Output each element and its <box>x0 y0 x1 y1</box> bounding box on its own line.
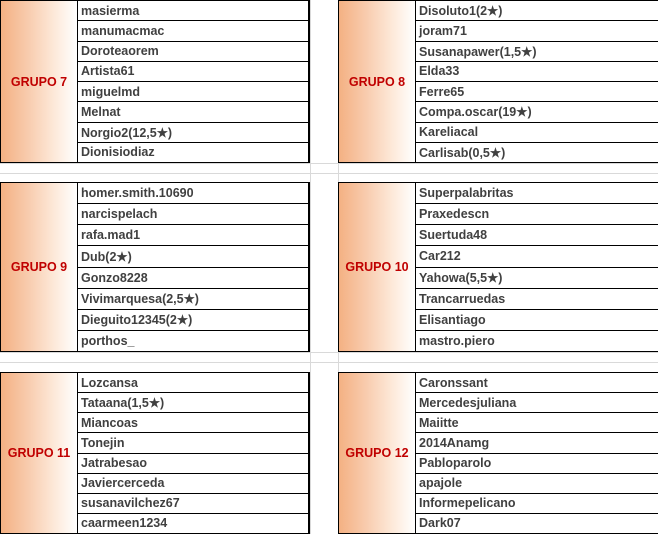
member-cell[interactable]: Javiercerceda <box>78 474 308 494</box>
gridline <box>0 352 658 353</box>
member-cell[interactable]: porthos_ <box>78 331 308 351</box>
member-cell[interactable]: Vivimarquesa(2,5★) <box>78 289 308 310</box>
member-cell[interactable]: Elisantiago <box>416 310 658 331</box>
member-cell[interactable]: Gonzo8228 <box>78 268 308 289</box>
member-cell[interactable]: Dark07 <box>416 514 658 533</box>
member-cell[interactable]: rafa.mad1 <box>78 225 308 246</box>
gridline <box>0 173 658 174</box>
member-cell[interactable]: Car212 <box>416 246 658 267</box>
member-cell[interactable]: joram71 <box>416 21 658 41</box>
group-label: GRUPO 9 <box>1 183 78 351</box>
member-cell[interactable]: Doroteaorem <box>78 42 308 62</box>
group-block-8 <box>338 0 658 163</box>
group-label: GRUPO 12 <box>339 373 416 533</box>
group-label: GRUPO 10 <box>339 183 416 351</box>
member-cell[interactable]: narcispelach <box>78 204 308 225</box>
member-cell[interactable]: Norgio2(12,5★) <box>78 123 308 143</box>
member-cell[interactable]: Lozcansa <box>78 373 308 393</box>
member-cell[interactable]: Jatrabesao <box>78 454 308 474</box>
member-cell[interactable]: Disoluto1(2★) <box>416 1 658 21</box>
member-list <box>78 1 308 162</box>
group-block-7 <box>0 0 310 163</box>
member-list <box>416 373 658 533</box>
gridline <box>0 163 658 164</box>
gridline <box>0 362 658 363</box>
member-list <box>78 373 308 533</box>
member-cell[interactable]: Susanapawer(1,5★) <box>416 42 658 62</box>
member-cell[interactable]: apajole <box>416 474 658 494</box>
group-label: GRUPO 8 <box>339 1 416 162</box>
member-cell[interactable]: Tonejin <box>78 433 308 453</box>
member-cell[interactable]: Carlisab(0,5★) <box>416 143 658 162</box>
member-cell[interactable]: Praxedescn <box>416 204 658 225</box>
member-cell[interactable]: Elda33 <box>416 62 658 82</box>
member-cell[interactable]: Kareliacal <box>416 123 658 143</box>
member-cell[interactable]: Maiitte <box>416 413 658 433</box>
group-block-11 <box>0 372 310 534</box>
member-cell[interactable]: Suertuda48 <box>416 225 658 246</box>
member-cell[interactable]: susanavilchez67 <box>78 494 308 514</box>
gridline <box>310 0 311 534</box>
member-cell[interactable]: manumacmac <box>78 21 308 41</box>
member-cell[interactable]: Dub(2★) <box>78 246 308 267</box>
member-cell[interactable]: Ferre65 <box>416 82 658 102</box>
member-cell[interactable]: Trancarruedas <box>416 289 658 310</box>
member-cell[interactable]: masierma <box>78 1 308 21</box>
member-list <box>78 183 308 351</box>
group-label: GRUPO 7 <box>1 1 78 162</box>
member-cell[interactable]: mastro.piero <box>416 331 658 351</box>
member-cell[interactable]: homer.smith.10690 <box>78 183 308 204</box>
member-cell[interactable]: Superpalabritas <box>416 183 658 204</box>
group-label: GRUPO 11 <box>1 373 78 533</box>
member-list <box>416 1 658 162</box>
member-cell[interactable]: Dionisiodiaz <box>78 143 308 162</box>
member-cell[interactable]: 2014Anamg <box>416 433 658 453</box>
group-block-12 <box>338 372 658 534</box>
member-cell[interactable]: caarmeen1234 <box>78 514 308 533</box>
member-cell[interactable]: miguelmd <box>78 82 308 102</box>
member-cell[interactable]: Caronssant <box>416 373 658 393</box>
member-cell[interactable]: Pabloparolo <box>416 454 658 474</box>
member-cell[interactable]: Melnat <box>78 102 308 122</box>
member-cell[interactable]: Informepelicano <box>416 494 658 514</box>
member-cell[interactable]: Compa.oscar(19★) <box>416 102 658 122</box>
member-cell[interactable]: Yahowa(5,5★) <box>416 268 658 289</box>
member-cell[interactable]: Dieguito12345(2★) <box>78 310 308 331</box>
member-cell[interactable]: Artista61 <box>78 62 308 82</box>
group-block-9 <box>0 182 310 352</box>
member-list <box>416 183 658 351</box>
member-cell[interactable]: Tataana(1,5★) <box>78 393 308 413</box>
member-cell[interactable]: Mercedesjuliana <box>416 393 658 413</box>
group-block-10 <box>338 182 658 352</box>
member-cell[interactable]: Miancoas <box>78 413 308 433</box>
